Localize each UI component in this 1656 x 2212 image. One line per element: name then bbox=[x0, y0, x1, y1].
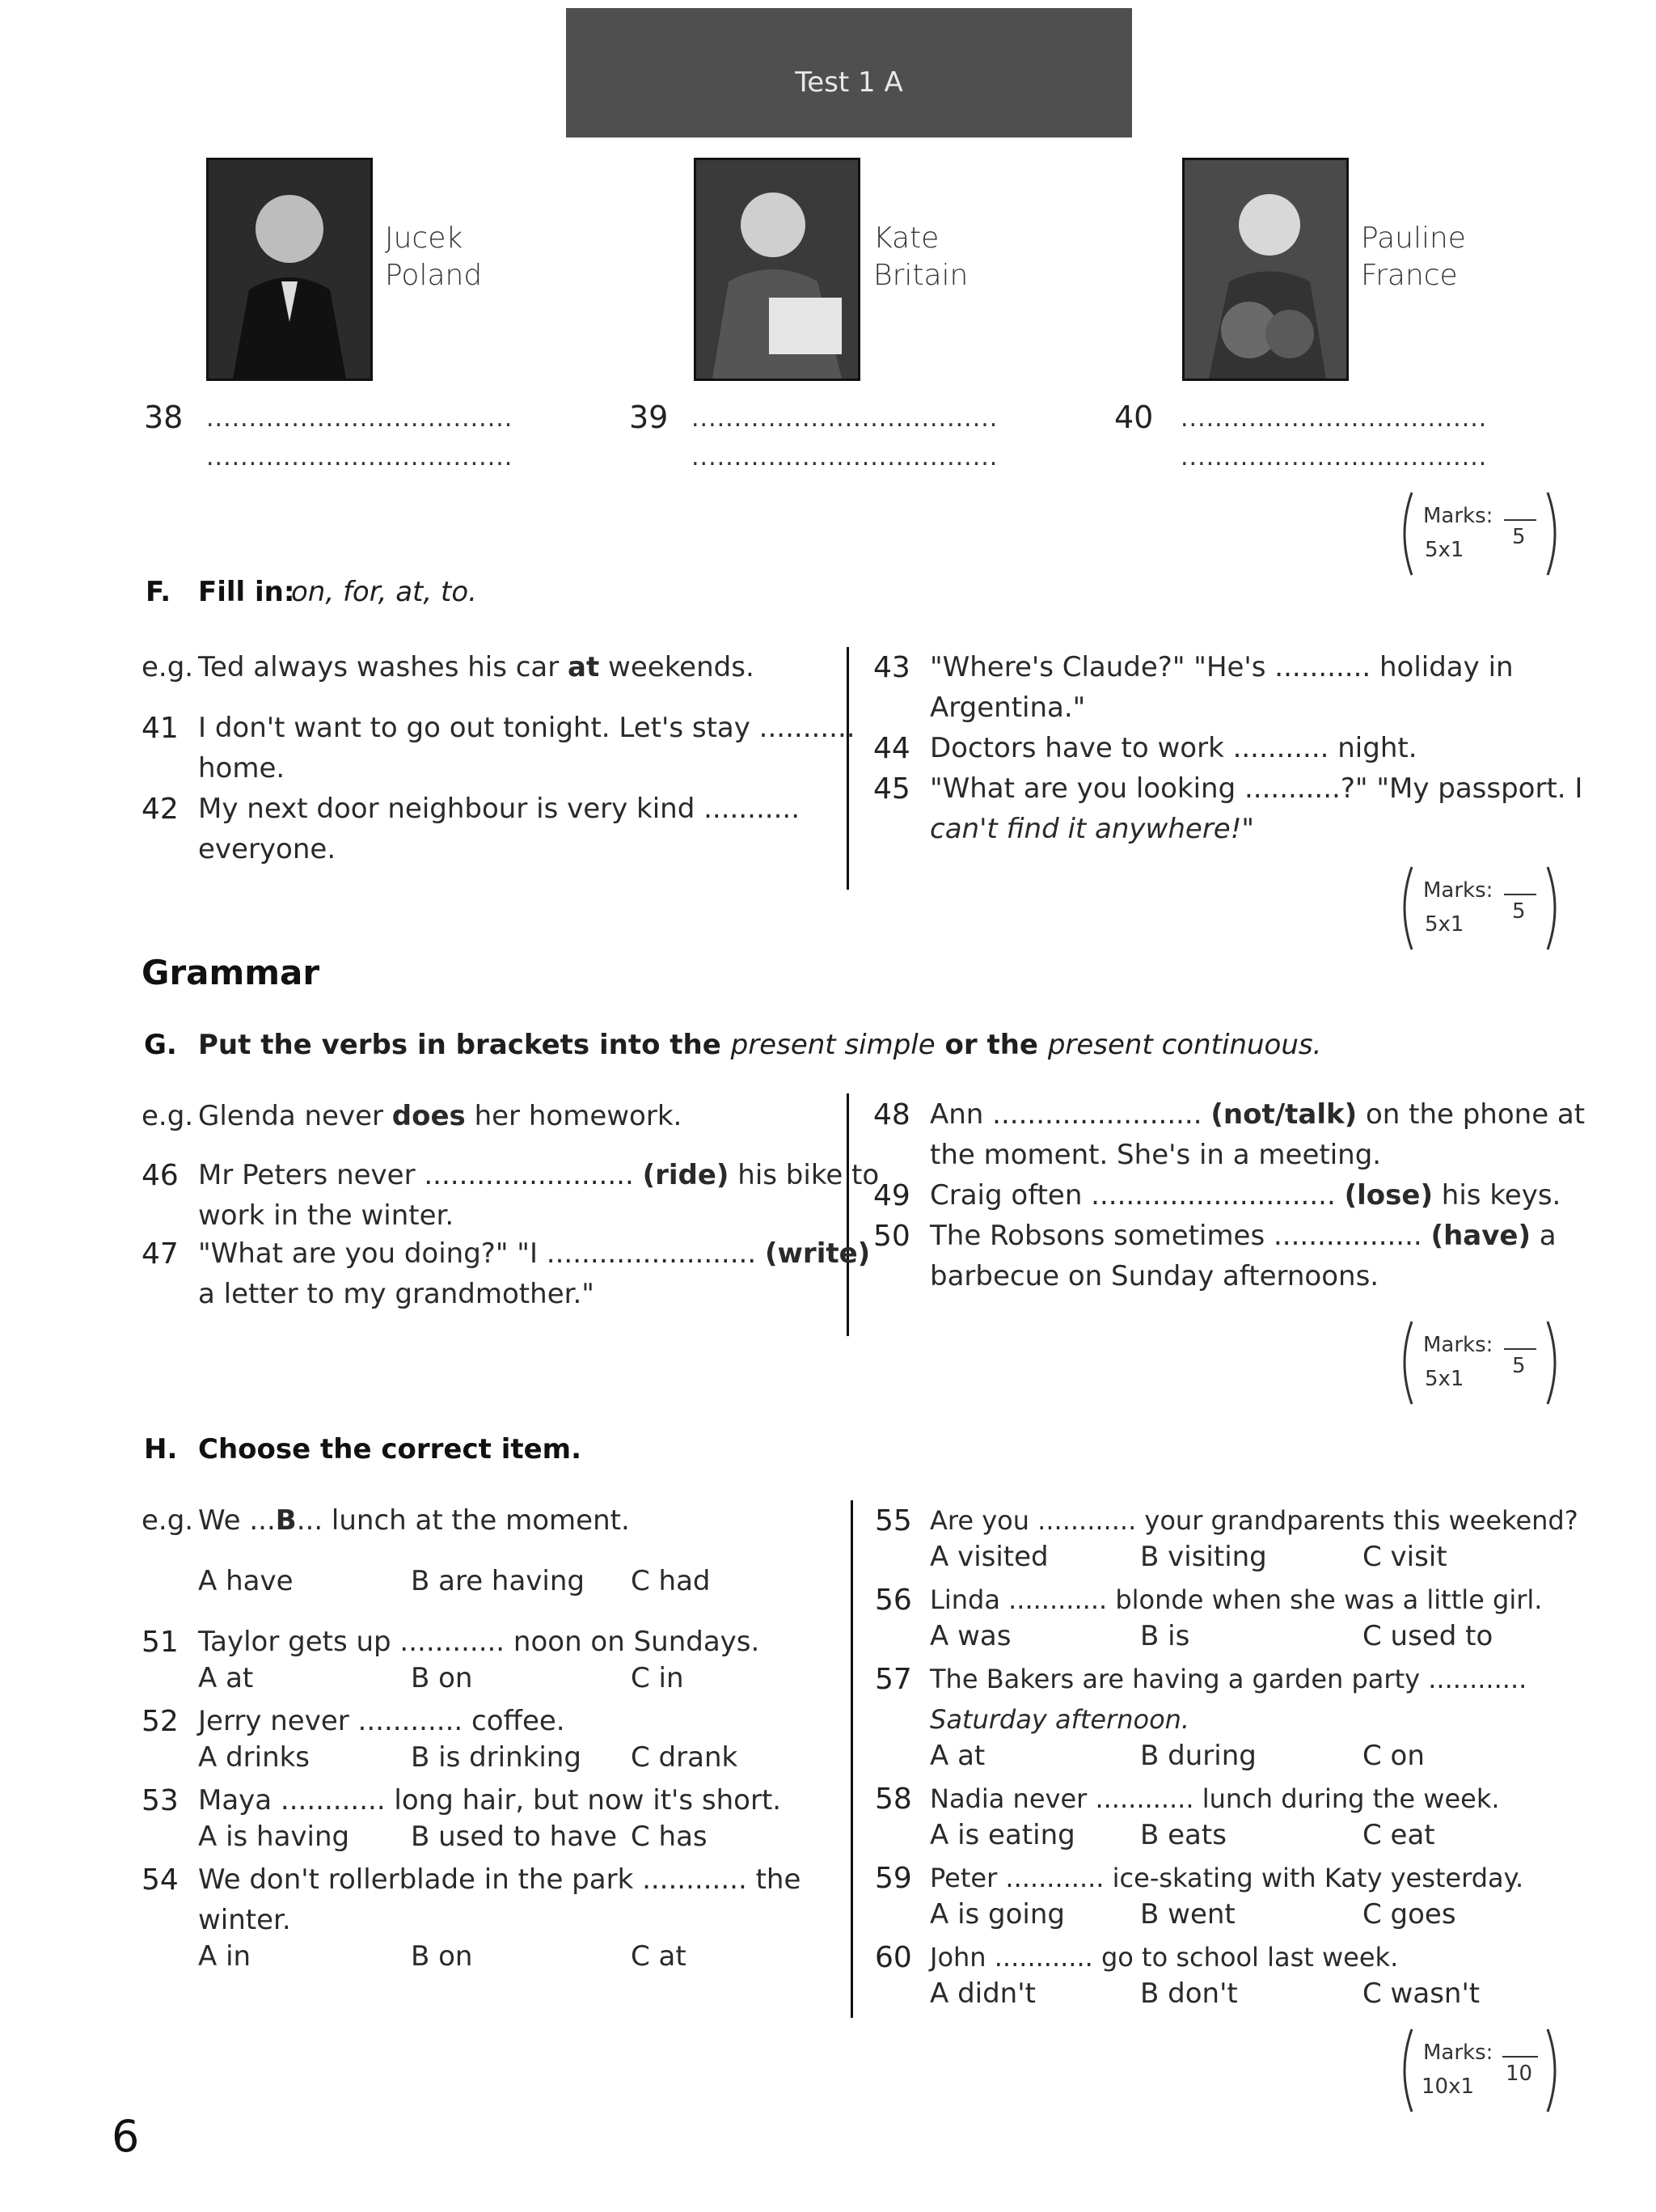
answer-line: .................................... bbox=[691, 443, 999, 472]
question-text: Craig often ............................ (lose) his keys. bbox=[930, 1179, 1561, 1212]
option-a: A visited bbox=[930, 1541, 1049, 1573]
option-a: A have bbox=[198, 1565, 294, 1597]
marks-box: Marks: 5x1 5 bbox=[1399, 489, 1561, 578]
question-text: Mr Peters never ........................ (ride) his bike to bbox=[198, 1159, 880, 1191]
option-c: C had bbox=[631, 1565, 711, 1597]
answer-line: .................................... bbox=[206, 404, 513, 433]
question-number: 57 bbox=[875, 1663, 912, 1696]
example-prefix: e.g. bbox=[142, 1100, 194, 1132]
option-c: C visit bbox=[1362, 1541, 1447, 1573]
question-number: 56 bbox=[875, 1584, 912, 1617]
question-number: 59 bbox=[875, 1862, 912, 1895]
question-text: winter. bbox=[198, 1904, 291, 1936]
option-b: B is bbox=[1140, 1620, 1190, 1652]
person-name: Pauline bbox=[1361, 222, 1466, 255]
question-number: 60 bbox=[875, 1941, 912, 1974]
question-text: We don't rollerblade in the park ............ the bbox=[198, 1863, 801, 1896]
question-number: 53 bbox=[142, 1784, 179, 1817]
option-a: A is going bbox=[930, 1898, 1065, 1931]
example-prefix: e.g. bbox=[142, 651, 194, 683]
option-c: C has bbox=[631, 1821, 708, 1853]
question-text: "What are you doing?" "I ........................ (write) bbox=[198, 1237, 871, 1270]
question-number: 45 bbox=[873, 772, 910, 806]
option-b: B are having bbox=[411, 1565, 585, 1597]
question-text: Linda ............ blonde when she was a little girl. bbox=[930, 1584, 1543, 1615]
option-b: B visiting bbox=[1140, 1541, 1267, 1573]
column-divider bbox=[847, 647, 849, 890]
option-c: C on bbox=[1362, 1740, 1425, 1772]
option-c: C goes bbox=[1362, 1898, 1456, 1931]
question-number: 43 bbox=[873, 651, 910, 684]
page-number: 6 bbox=[112, 2111, 140, 2162]
question-text: Maya ............ long hair, but now it's short. bbox=[198, 1784, 782, 1817]
question-number: 54 bbox=[142, 1863, 179, 1897]
option-b: B used to have bbox=[411, 1821, 618, 1853]
option-c: C in bbox=[631, 1662, 684, 1694]
answer-line: .................................... bbox=[1181, 443, 1488, 472]
answer-line: .................................... bbox=[691, 404, 999, 433]
question-text: everyone. bbox=[198, 833, 336, 865]
question-text: Nadia never ............ lunch during the week. bbox=[930, 1783, 1500, 1814]
option-a: A was bbox=[930, 1620, 1012, 1652]
section-letter: G. bbox=[144, 1029, 177, 1061]
question-text: home. bbox=[198, 752, 285, 785]
question-number: 58 bbox=[875, 1783, 912, 1816]
question-text: Doctors have to work ........... night. bbox=[930, 732, 1417, 764]
question-number: 51 bbox=[142, 1626, 179, 1659]
option-c: C eat bbox=[1362, 1819, 1435, 1851]
question-text: The Bakers are having a garden party ............ bbox=[930, 1664, 1527, 1694]
photo-jucek bbox=[206, 158, 373, 381]
section-letter: F. bbox=[146, 576, 171, 608]
option-b: B went bbox=[1140, 1898, 1236, 1931]
option-c: C used to bbox=[1362, 1620, 1493, 1652]
option-b: B is drinking bbox=[411, 1741, 581, 1774]
question-text: can't find it anywhere!" bbox=[930, 813, 1254, 845]
question-number: 42 bbox=[142, 793, 179, 826]
question-number: 48 bbox=[873, 1098, 910, 1131]
question-number: 49 bbox=[873, 1179, 910, 1212]
person-name: Jucek bbox=[385, 222, 463, 255]
question-text: Jerry never ............ coffee. bbox=[198, 1705, 565, 1737]
question-number: 52 bbox=[142, 1705, 179, 1738]
question-text: Saturday afternoon. bbox=[930, 1704, 1190, 1735]
option-a: A at bbox=[198, 1662, 254, 1694]
option-a: A didn't bbox=[930, 1977, 1036, 2010]
option-b: B don't bbox=[1140, 1977, 1238, 2010]
question-number: 47 bbox=[142, 1237, 179, 1271]
question-number: 39 bbox=[629, 400, 669, 435]
question-text: Argentina." bbox=[930, 692, 1086, 724]
option-b: B on bbox=[411, 1662, 473, 1694]
person-country: Poland bbox=[385, 259, 483, 292]
question-number: 50 bbox=[873, 1220, 910, 1253]
question-text: Peter ............ ice-skating with Katy yesterday. bbox=[930, 1863, 1524, 1893]
question-text: I don't want to go out tonight. Let's stay ........... bbox=[198, 712, 855, 744]
example-sentence: Glenda never does her homework. bbox=[198, 1100, 682, 1132]
question-text: Are you ............ your grandparents this weekend? bbox=[930, 1505, 1578, 1536]
question-text: Taylor gets up ............ noon on Sundays. bbox=[198, 1626, 760, 1658]
grammar-heading: Grammar bbox=[142, 953, 320, 992]
question-text: a letter to my grandmother." bbox=[198, 1278, 594, 1310]
question-text: the moment. She's in a meeting. bbox=[930, 1139, 1382, 1171]
option-a: A is eating bbox=[930, 1819, 1075, 1851]
option-a: A at bbox=[930, 1740, 986, 1772]
section-letter: H. bbox=[144, 1433, 178, 1466]
question-text: My next door neighbour is very kind ........... bbox=[198, 793, 800, 825]
section-title: Fill in: bbox=[198, 576, 295, 608]
person-country: Britain bbox=[873, 259, 969, 292]
option-a: A drinks bbox=[198, 1741, 310, 1774]
option-c: C wasn't bbox=[1362, 1977, 1481, 2010]
option-c: C drank bbox=[631, 1741, 738, 1774]
question-text: John ............ go to school last week. bbox=[930, 1942, 1399, 1973]
section-words: on, for, at, to. bbox=[291, 576, 477, 608]
question-number: 55 bbox=[875, 1504, 912, 1537]
question-number: 41 bbox=[142, 712, 179, 745]
option-b: B on bbox=[411, 1940, 473, 1973]
marks-box: Marks: 5x1 5 bbox=[1399, 864, 1561, 953]
example-prefix: e.g. bbox=[142, 1504, 194, 1537]
answer-line: .................................... bbox=[206, 443, 513, 472]
question-text: "Where's Claude?" "He's ........... holiday in bbox=[930, 651, 1514, 683]
example-sentence: Ted always washes his car at weekends. bbox=[198, 651, 754, 683]
column-divider bbox=[847, 1093, 849, 1336]
option-b: B eats bbox=[1140, 1819, 1227, 1851]
question-number: 40 bbox=[1114, 400, 1154, 435]
marks-box: Marks: 10x1 10 bbox=[1399, 2026, 1561, 2115]
question-text: "What are you looking ...........?" "My passport. I bbox=[930, 772, 1583, 805]
section-title: Choose the correct item. bbox=[198, 1433, 582, 1466]
person-name: Kate bbox=[873, 222, 940, 255]
option-a: A is having bbox=[198, 1821, 350, 1853]
column-divider bbox=[851, 1500, 853, 2018]
test-title: Test 1 A bbox=[795, 66, 903, 99]
option-b: B during bbox=[1140, 1740, 1257, 1772]
question-text: work in the winter. bbox=[198, 1199, 454, 1232]
question-text: Ann ........................ (not/talk) on the phone at bbox=[930, 1098, 1586, 1131]
answer-line: .................................... bbox=[1181, 404, 1488, 433]
option-c: C at bbox=[631, 1940, 686, 1973]
marks-box: Marks: 5x1 5 bbox=[1399, 1318, 1561, 1407]
section-title: Put the verbs in brackets into the present simple or the present continuous. bbox=[198, 1029, 1322, 1061]
question-text: barbecue on Sunday afternoons. bbox=[930, 1260, 1379, 1292]
question-text: The Robsons sometimes ................. (have) a bbox=[930, 1220, 1557, 1252]
photo-kate bbox=[694, 158, 860, 381]
option-a: A in bbox=[198, 1940, 251, 1973]
question-number: 44 bbox=[873, 732, 910, 765]
example-sentence: We ...B... lunch at the moment. bbox=[198, 1504, 630, 1537]
photo-pauline bbox=[1182, 158, 1349, 381]
person-country: France bbox=[1361, 259, 1458, 292]
question-number: 38 bbox=[144, 400, 184, 435]
question-number: 46 bbox=[142, 1159, 179, 1192]
